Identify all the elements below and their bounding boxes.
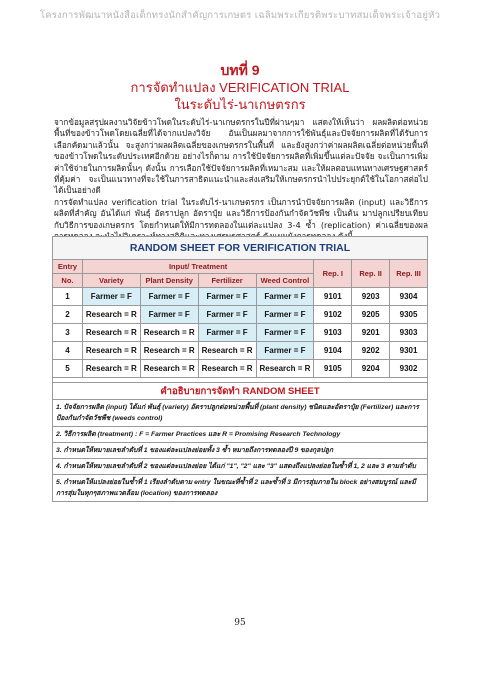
entry-number: 1 <box>53 288 83 306</box>
rep-cell: 9102 <box>314 306 352 324</box>
explanation-item: 4. กำหนดให้หมายเลขลำดับที่ 2 ของแต่ละแปลงย่อย ได้แก่ "1", "2" และ "3" แสดงถึงแปลงย่อยในซ้ำที่ 1, 2 และ 3 ตามลำดับ <box>53 459 428 475</box>
explanation-item: 5. กำหนดให้แปลงย่อยในซ้ำที่ 1 เรียงลำดับตาม entry ในขณะที่ซ้ำที่ 2 และซ้ำที่ 3 มีการสุ่มภายใน block อย่างสมบูรณ์ และมีการสุ่มในทุกๆสภาพแวดล้อม (location) ของการทดลอง <box>53 475 428 502</box>
input-treatment-header: Input/ Treatment <box>82 260 313 274</box>
treatment-cell: Farmer = F <box>140 306 198 324</box>
treatment-cell: Research = R <box>140 342 198 360</box>
treatment-cell: Research = R <box>140 360 198 378</box>
rep-cell: 9103 <box>314 324 352 342</box>
treatment-cell: Research = R <box>82 342 140 360</box>
chapter-subtitle: ในระดับไร่-นาเกษตรกร <box>174 97 306 112</box>
treatment-cell: Farmer = F <box>140 288 198 306</box>
rep-3-header: Rep. III <box>390 260 428 288</box>
rep-cell: 9303 <box>390 324 428 342</box>
plant-density-header: Plant Density <box>140 274 198 288</box>
table-row <box>53 342 428 360</box>
chapter-number: บทที่ 9 <box>220 62 260 78</box>
table-row <box>53 360 428 378</box>
treatment-cell: Farmer = F <box>82 288 140 306</box>
rep-cell: 9301 <box>390 342 428 360</box>
chapter-title: การจัดทำแปลง VERIFICATION TRIAL <box>130 80 350 95</box>
rep-cell: 9205 <box>352 306 390 324</box>
page-number: 95 <box>234 618 246 628</box>
treatment-cell: Research = R <box>82 324 140 342</box>
paragraph: การจัดทำแปลง verification trial ในระดับไร่-นาเกษตรกร เป็นการนำปัจจัยการผลิต (input) และวิธีการผลิตที่สำคัญ อันได้แก่ พันธุ์ อัตราปลูก อัตราปุ๋ย และวิธีการป้องกันกำจัดวัชพืช เป็นต้น มาปลูกเปรียบเทียบกับวิธีการของเกษตรกร โดยกำหนดให้มีการทดลองในแต่ละแปลง 3-4 ซ้ำ (replication) ค่าเฉลี่ยของผล <box>54 196 428 230</box>
table-row <box>53 324 428 342</box>
paragraph: จากข้อมูลสรุปผลงานวิจัยข้าวโพดในระดับไร่-นาเกษตรกรในปีที่ผ่านๆมา แสดงให้เห็นว่า ผลผลิตต่อหน่วยพื้นที่ของข้าวโพดโดยเฉลี่ยที่ได้จากแปลงวิจัย อันเป็นผลมาจากการใช้พันธุ์และปัจจัยการผลิตที่ได้รับการเลือกคัดมาแล้วนั้น จะสูงกว่าผลผลิตเฉลี่ยของเกษตรกรในพื้นที่ และยังสูงกว่าค่าผลผลิตเฉลี่ยต่อหน่วยพื้นที่ของข้าวโพดในระดับประเทศอีกด้วย อย่างไรก็ตาม การใช้ปัจจัยการผลิตที่เพิ่มขึ้นแต่ละปัจจัย จะเป็นการเพิ่มค่าใช้จ่ายในการผลิตนั้นๆ ดังนั้น การเลือกใช้ปัจจัยการผลิตที่เหมาะสม และให้ผลตอบแทนทางเศรษฐศาสตร์ที่คุ้มค่า จะเป็นแนวทางที่จะใช้ในการสาธิตแนะนำและส่งเสริมให้เกษตรกรนำไปประยุกต์ใช้ในโอกาสต่อไปได้เป็นอย่างดี <box>54 117 428 196</box>
rep-cell: 9204 <box>352 360 390 378</box>
entry-number: 5 <box>53 360 83 378</box>
explanation-item: 3. กำหนดให้หมายเลขลำดับที่ 1 ของแต่ละแปลงย่อยทั้ง 3 ซ้ำ หมายถึงการทดลองปี 9 ของกุลปลูก <box>53 443 428 459</box>
rep-cell: 9201 <box>352 324 390 342</box>
treatment-cell: Research = R <box>198 342 256 360</box>
rep-cell: 9304 <box>390 288 428 306</box>
treatment-cell: Farmer = F <box>256 342 314 360</box>
treatment-cell: Farmer = F <box>256 324 314 342</box>
rep-cell: 9202 <box>352 342 390 360</box>
rep-cell: 9305 <box>390 306 428 324</box>
random-sheet-table <box>52 236 428 502</box>
treatment-cell: Farmer = F <box>198 324 256 342</box>
treatment-cell: Research = R <box>82 360 140 378</box>
explanation-item: 2. วิธีการผลิต (treatment) : F = Farmer Practices และ R = Promising Research Technology <box>53 427 428 443</box>
treatment-cell: Research = R <box>256 360 314 378</box>
rep-cell: 9104 <box>314 342 352 360</box>
chapter-heading <box>0 62 480 113</box>
rep-1-header: Rep. I <box>314 260 352 288</box>
table-title: RANDOM SHEET FOR VERIFICATION TRIAL <box>53 237 428 260</box>
entry-number: 2 <box>53 306 83 324</box>
variety-header: Variety <box>82 274 140 288</box>
treatment-cell: Research = R <box>198 360 256 378</box>
explanation-item: 1. ปัจจัยการผลิต (input) ได้แก่ พันธุ์ (variety) อัตราปลูกต่อหน่วยพื้นที่ (plant density) ชนิดและอัตราปุ๋ย (Fertilizer) และการป้องกันกำจัดวัชพืช (weeds control) <box>53 400 428 427</box>
treatment-cell: Farmer = F <box>198 288 256 306</box>
weed-control-header: Weed Control <box>256 274 314 288</box>
no-header: No. <box>53 274 83 288</box>
table-row <box>53 306 428 324</box>
treatment-cell: Farmer = F <box>256 288 314 306</box>
rep-cell: 9105 <box>314 360 352 378</box>
explanation-title: คำอธิบายการจัดทำ RANDOM SHEET <box>53 383 428 400</box>
running-header: โครงการพัฒนาหนังสือเด็กทรงนักสำคัญการเกษตร เฉลิมพระเกียรติพระบาทสมเด็จพระเจ้าอยู่หัว <box>39 10 441 21</box>
treatment-cell: Farmer = F <box>256 306 314 324</box>
entry-number: 3 <box>53 324 83 342</box>
entry-number: 4 <box>53 342 83 360</box>
fertilizer-header: Fertilizer <box>198 274 256 288</box>
table-row <box>53 288 428 306</box>
treatment-cell: Research = R <box>82 306 140 324</box>
entry-header: Entry <box>53 260 83 274</box>
rep-cell: 9302 <box>390 360 428 378</box>
rep-cell: 9101 <box>314 288 352 306</box>
rep-cell: 9203 <box>352 288 390 306</box>
rep-2-header: Rep. II <box>352 260 390 288</box>
body-text <box>54 117 428 242</box>
treatment-cell: Research = R <box>140 324 198 342</box>
treatment-cell: Farmer = F <box>198 306 256 324</box>
